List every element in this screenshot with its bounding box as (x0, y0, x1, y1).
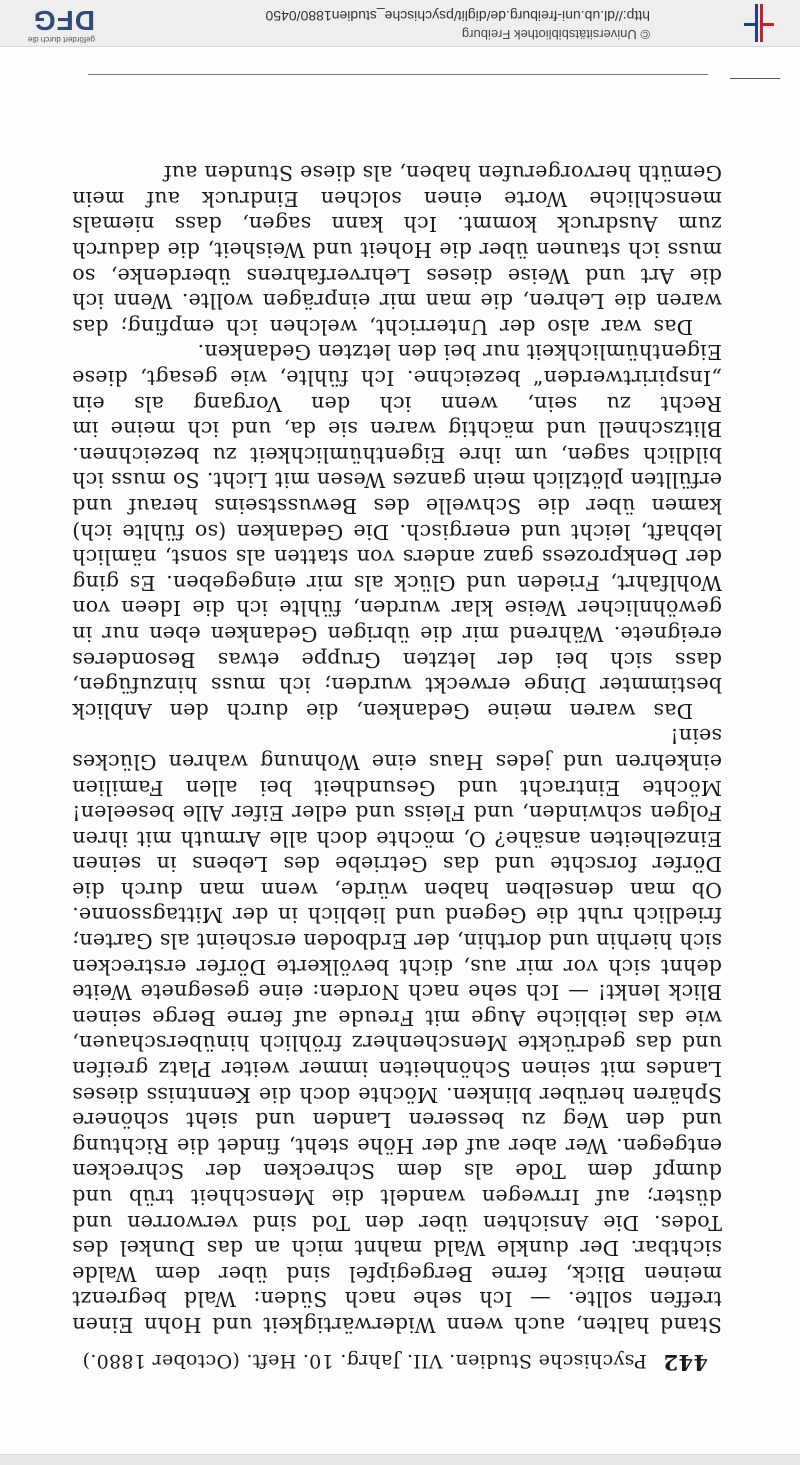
top-strip (0, 1454, 800, 1465)
footer-rule-short (730, 78, 780, 79)
source-url[interactable]: http://dl.ub.uni-freiburg.de/diglit/psychische_studien1880/0450 (265, 8, 650, 24)
paragraph-2: Das waren meine Gedanken, die durch den Anblick bestimmter Dinge erweckt wurden; ich muss hinzufügen, dass sich bei der letzten Gruppe etwas Besonderes ereignete. Während mir die übrigen Gedanken eben nur in gewöhnlicher Weise klar wurden, fühlte ich die Ideen von Wohlfahrt, Frieden und Glück als mir eingegeben. Es ging der Denkprozess ganz anders von statten als sonst, nämlich lebhaft, leicht und energisch. Die Gedanken (so fühlte ich) kamen über die Schwelle des Bewusstseins herauf und erfüllten plötzlich mein ganzes Wesen mit Licht. So muss ich bildlich sagen, um ihre Eigenthümlichkeit zu bezeichnen. Blitzschnell und mächtig waren sie da, und ich meine im Recht zu sein, wenn ich den Vorgang als ein „Inspirirtwerden“ bezeichne. Ich fühlte, wie gesagt, diese Eigenthümlichkeit nur bei den letzten Gedanken. (72, 340, 722, 723)
footer-rule (88, 74, 708, 75)
dfg-logo (5, 2, 95, 44)
paragraph-3: Das war also der Unterricht, welchen ich empfing; das waren die Lehren, die man mir einprägen wollte. Wenn ich die Art und Weise dieses Lehrverfahrens überdenke, so muss ich staunen über die Hoheit und Weisheit, die dadurch zum Ausdruck kommt. Ich kann sagen, dass niemals menschliche Worte einen solchen Eindruck auf mein Gemüth hervorgerufen haben, als diese Stunden auf (72, 161, 722, 339)
copyright-text: © Universitätsbibliothek Freiburg (461, 27, 650, 42)
ub-freiburg-logo-icon (740, 2, 780, 44)
dfg-tagline: gefördert durch die (27, 35, 95, 44)
page-number: 442 (663, 1350, 708, 1375)
dfg-logo-text: DFG (32, 5, 95, 36)
body-text (72, 160, 722, 1337)
running-title: Psychische Studien. VII. Jahrg. 10. Heft. (October 1880.) (82, 1350, 647, 1372)
page-header (72, 1350, 708, 1375)
footer-bar (0, 0, 800, 47)
paragraph-1: Stand halten, auch wenn Widerwärtigkeit und Hohn Einen treffen sollte. — Ich sehe nach Süden: Wald begrenzt meinen Blick, ferne Bergegipfel sind über dem Walde sichtbar. Der dunkle Wald mahnt mich an das Dunkel des Todes. Die Ansichten über den Tod sind verworren und düster; auf Irrwegen wandelt die Menschheit trüb und dumpf dem Tode als dem Schrecken der Schrecken entgegen. Wer aber auf der Höhe steht, findet die Richtung und den Weg zu besseren Landen und sieht schönere Sphären herüber blinken. Möchte doch die Kenntniss dieses Landes mit seinen Schönheiten immer weiter Platz greifen und das gedrückte Menschenherz fröhlich hinüberschauen, wie das leibliche Auge mit Freude auf ferne Berge seinen Blick lenkt! — Ich sehe nach Norden: eine gesegnete Weite dehnt sich vor mir aus, dicht bevölkerte Dörfer erstrecken sich hierhin und dorthin, der Erdboden erscheint als Garten; friedlich ruht die Gegend und lieblich in der Mittagssonne. Ob man denselben haben würde, wenn man durch die Dörfer forschte und das Getriebe des Lebens in seinen Einzelheiten ansähe? O, möchte doch alle Armuth mit ihren Folgen schwinden, und Fleiss und edler Eifer Alle beseelen! Möchte Eintracht und Gesundheit bei allen Familien einkehren und jedes Haus eine Wohnung wahren Glückes sein! (72, 724, 722, 1337)
